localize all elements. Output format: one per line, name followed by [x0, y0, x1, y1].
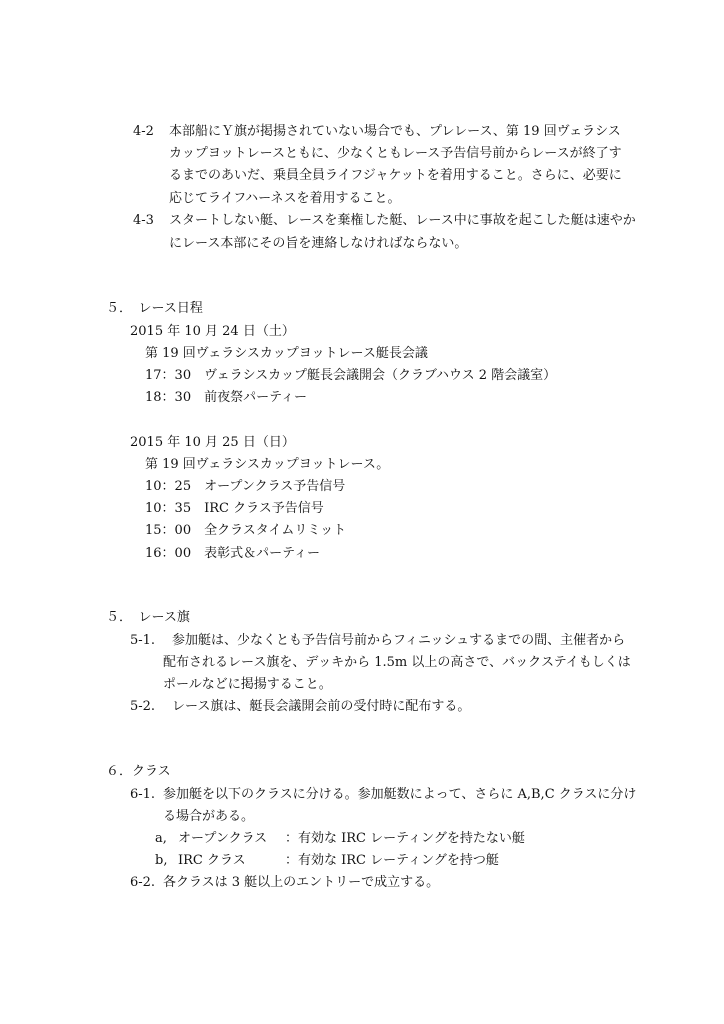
- schedule-row: 10：25 オープンクラス予告信号: [145, 479, 346, 494]
- schedule-row: 10：35 IRC クラス予告信号: [145, 501, 324, 516]
- schedule-date: 2015 年 10 月 24 日（土）: [130, 324, 295, 339]
- paragraph-line: 応じてライフハーネスを着用すること。: [169, 191, 401, 206]
- class-mark: b,: [155, 853, 168, 868]
- section-heading-flag: ５． レース旗: [106, 610, 190, 625]
- item-number-6-2: 6-2.: [130, 875, 156, 890]
- paragraph-line: 各クラスは 3 艇以上のエントリーで成立する。: [163, 875, 440, 890]
- paragraph-line: るまでのあいだ、乗員全員ライフジャケットを着用すること。さらに、必要に: [169, 168, 622, 183]
- section-heading-classes: ６．クラス: [106, 764, 171, 779]
- schedule-event: 第 19 回ヴェラシスカップヨットレース。: [145, 457, 390, 472]
- paragraph-line: 本部船にＹ旗が掲揚されていない場合でも、プレレース、第 19 回ヴェラシス: [169, 124, 621, 139]
- paragraph-line: にレース本部にその旨を連絡しなければならない。: [169, 236, 468, 251]
- paragraph-line: る場合がある。: [163, 809, 255, 824]
- paragraph-line: 参加艇は、少なくとも予告信号前からフィニッシュするまでの間、主催者から: [172, 633, 626, 648]
- paragraph-line: スタートしない艇、レースを棄権した艇、レース中に事故を起こした艇は速やか: [169, 213, 636, 228]
- paragraph-line: レース旗は、艇長会議開会前の受付時に配布する。: [172, 699, 471, 714]
- schedule-row: 16：00 表彰式＆パーティー: [145, 546, 321, 561]
- paragraph-line: カップヨットレースともに、少なくともレース予告信号前からレースが終了す: [169, 146, 622, 161]
- schedule-row: 15：00 全クラスタイムリミット: [145, 523, 347, 538]
- schedule-row: 17：30 ヴェラシスカップ艇長会議開会（クラブハウス 2 階会議室）: [145, 368, 557, 383]
- class-description: ：有効な IRC レーティングを持つ艇: [285, 853, 499, 868]
- item-number-4-2: 4-2: [133, 124, 154, 139]
- item-number-5-2: 5-2.: [130, 699, 156, 714]
- schedule-row: 18：30 前夜祭パーティー: [145, 390, 308, 405]
- item-number-4-3: 4-3: [133, 213, 154, 228]
- schedule-event: 第 19 回ヴェラシスカップヨットレース艇長会議: [145, 346, 428, 361]
- schedule-date: 2015 年 10 月 25 日（日）: [130, 435, 295, 450]
- paragraph-line: 配布されるレース旗を、デッキから 1.5m 以上の高さで、バックステイもしくは: [163, 655, 631, 670]
- class-mark: a,: [155, 831, 167, 846]
- section-heading-schedule: ５． レース日程: [106, 301, 203, 316]
- class-name: オープンクラス: [178, 831, 268, 846]
- item-number-5-1: 5-1.: [130, 633, 156, 648]
- item-number-6-1: 6-1.: [130, 787, 156, 802]
- paragraph-line: ポールなどに掲揚すること。: [163, 677, 332, 692]
- paragraph-line: 参加艇を以下のクラスに分ける。参加艇数によって、さらに A,B,C クラスに分け: [163, 787, 637, 802]
- class-description: ：有効な IRC レーティングを持たない艇: [285, 831, 525, 846]
- class-name: IRC クラス: [178, 853, 246, 868]
